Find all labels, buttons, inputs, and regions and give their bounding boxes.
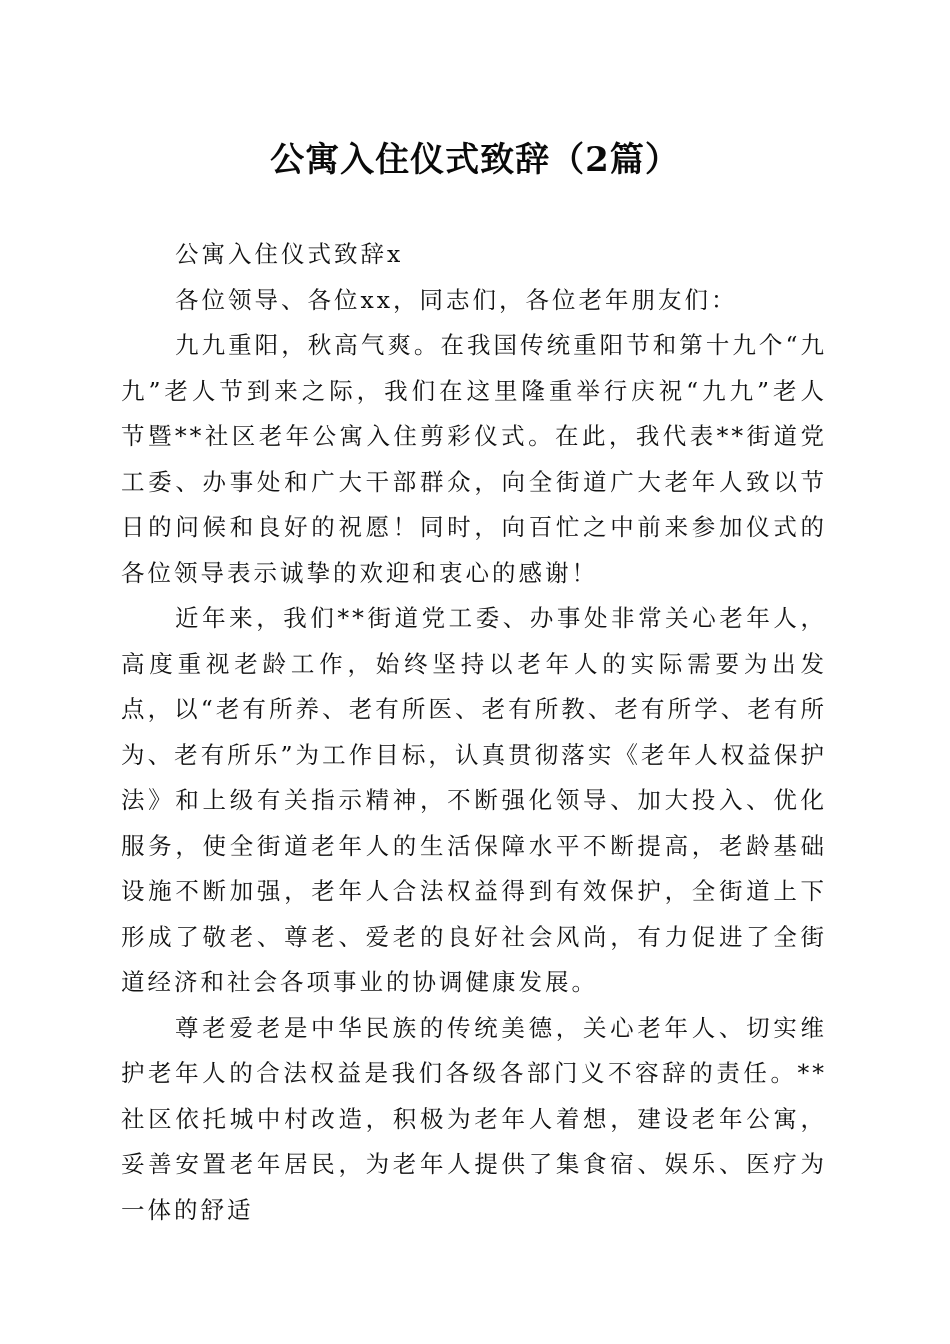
paragraph-subtitle: 公寓入住仪式致辞x [175,240,404,268]
document-title: 公寓入住仪式致辞（2篇） [270,140,680,180]
paragraph-opening: 九九重阳，秋高气爽。在我国传统重阳节和第十九个“九九”老人节到来之际，我们在这里隆重举行庆祝“九九”老人节暨**社区老年公寓入住剪彩仪式。在此，我代表**街道党工委、办事处和广大干部群众，向全街道广大老年人致以节日的问候和良好的祝愿！同时，向百忙之中前来参加仪式的各位领导表示诚挚的欢迎和衷心的感谢！ [121,331,827,587]
paragraph-salutation: 各位领导、各位xx，同志们，各位老年朋友们： [175,285,738,314]
paragraph-tradition: 尊老爱老是中华民族的传统美德，关心老年人、切实维护老年人的合法权益是我们各级各部门义不容辞的责任。**社区依托城中村改造，积极为老年人着想，建设老年公寓，妥善安置老年居民，为老年人提供了集食宿、娱乐、医疗为一体的舒适 [121,1013,827,1224]
paragraph-achievements: 近年来，我们**街道党工委、办事处非常关心老年人，高度重视老龄工作，始终坚持以老年人的实际需要为出发点，以“老有所养、老有所医、老有所教、老有所学、老有所为、老有所乐”为工作目标，认真贯彻落实《老年人权益保护法》和上级有关指示精神，不断强化领导、加大投入、优化服务，使全街道老年人的生活保障水平不断提高，老龄基础设施不断加强，老年人合法权益得到有效保护，全街道上下形成了敬老、尊老、爱老的良好社会风尚，有力促进了全街道经济和社会各项事业的协调健康发展。 [121,604,827,996]
document-body [121,232,827,1233]
